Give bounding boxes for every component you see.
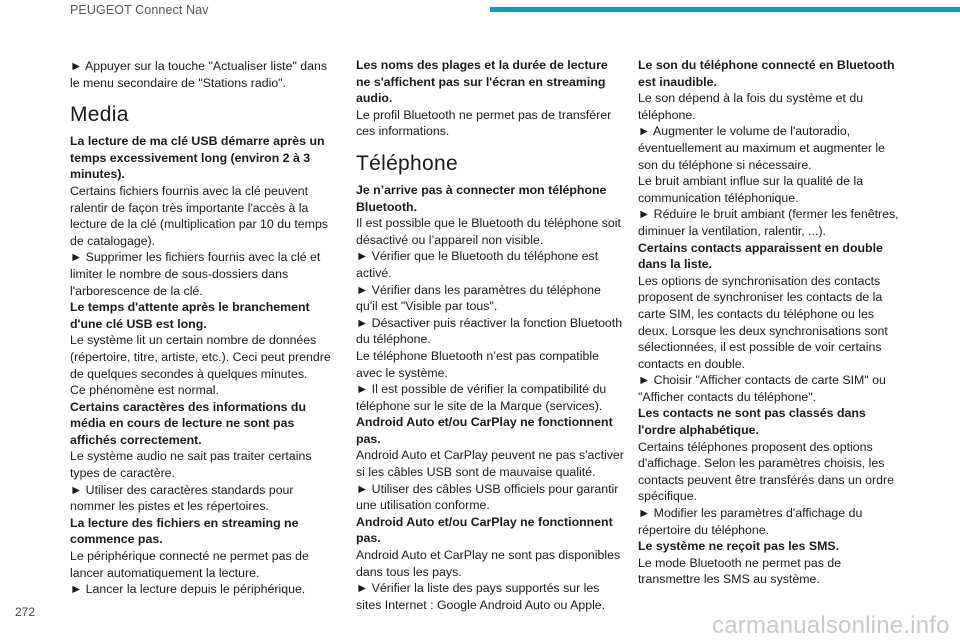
body-text: Le mode Bluetooth ne permet pas de transmettre les SMS au système.: [638, 555, 842, 587]
column-3: [638, 57, 906, 588]
question-text: Certains caractères des informations du média en cours de lecture ne sont pas affichés correctement.: [70, 399, 306, 447]
page-number: 272: [15, 605, 36, 619]
action-bullet: ► Vérifier la liste des pays supportés sur les sites Internet : Google Android Auto ou Apple.: [356, 580, 624, 613]
action-bullet: ► Choisir "Afficher contacts de carte SIM" ou "Afficher contacts du téléphone".: [638, 372, 906, 405]
header-title: PEUGEOT Connect Nav: [70, 3, 209, 17]
body-text: Le système audio ne sait pas traiter certains types de caractère.: [70, 449, 312, 481]
action-bullet: ► Lancer la lecture depuis le périphérique.: [70, 581, 340, 598]
action-bullet: ► Augmenter le volume de l'autoradio, éventuellement au maximum et augmenter le son du téléphone si nécessaire.: [638, 123, 906, 173]
action-bullet: ► Réduire le bruit ambiant (fermer les fenêtres, diminuer la ventilation, ralentir, ...).: [638, 206, 906, 239]
body-text: Ce phénomène est normal.: [70, 383, 219, 398]
body-text: Certains fichiers fournis avec la clé peuvent ralentir de façon très importante l'accès à la lecture de la clé (multiplication par 10 du temps de catalogage).: [70, 183, 328, 248]
column-1: [70, 58, 340, 598]
question-text: Les contacts ne sont pas classés dans l'ordre alphabétique.: [638, 406, 866, 438]
action-bullet: ► Utiliser des câbles USB officiels pour garantir une utilisation conforme.: [356, 481, 624, 514]
question-text: Certains contacts apparaissent en double dans la liste.: [638, 240, 883, 272]
body-text: Le son dépend à la fois du système et du téléphone.: [638, 91, 864, 122]
body-text: Il est possible que le Bluetooth du téléphone soit désactivé ou l’appareil non visible.: [356, 216, 621, 247]
body-text: Les options de synchronisation des contacts proposent de synchroniser les contacts de la carte SIM, les contacts du téléphone ou les deux. Lorsque les deux synchronisations sont sélectionnées, il est possible de voir certains contacts en double.: [638, 273, 888, 371]
question-text: Android Auto et/ou CarPlay ne fonctionnent pas.: [356, 514, 613, 546]
body-text: Certains téléphones proposent des options d'affichage. Selon les paramètres choisis, les contacts peuvent être transférés dans un ordre spécifique.: [638, 439, 894, 504]
column-2: [356, 57, 624, 613]
action-bullet: ► Désactiver puis réactiver la fonction Bluetooth du téléphone.: [356, 315, 624, 348]
question-text: La lecture des fichiers en streaming ne commence pas.: [70, 515, 299, 547]
body-text: Le téléphone Bluetooth n’est pas compatible avec le système.: [356, 348, 599, 380]
watermark: carmanualsonline.info: [712, 612, 950, 639]
question-text: Le système ne reçoit pas les SMS.: [638, 539, 840, 554]
action-bullet: ► Vérifier dans les paramètres du téléphone qu'il est "Visible par tous".: [356, 282, 624, 315]
question-text: Le son du téléphone connecté en Bluetooth est inaudible.: [638, 58, 895, 89]
body-text: Android Auto et CarPlay ne sont pas disponibles dans tous les pays.: [356, 548, 621, 579]
question-text: Les noms des plages et la durée de lecture ne s'affichent pas sur l'écran en streaming audio.: [356, 58, 608, 106]
action-bullet: ► Vérifier que le Bluetooth du téléphone est activé.: [356, 248, 624, 281]
body-text: Android Auto et CarPlay peuvent ne pas s'activer si les câbles USB sont de mauvaise qualité.: [356, 448, 624, 480]
question-text: Android Auto et/ou CarPlay ne fonctionnent pas.: [356, 415, 613, 446]
question-text: Le temps d'attente après le branchement d'une clé USB est long.: [70, 300, 310, 331]
header-accent-bar: [490, 7, 960, 12]
body-text: Le système lit un certain nombre de données (répertoire, titre, artiste, etc.). Ceci peut prendre de quelques secondes à quelques minutes.: [70, 333, 331, 381]
question-text: Je n’arrive pas à connecter mon téléphone Bluetooth.: [356, 182, 607, 214]
body-text: Le périphérique connecté ne permet pas de lancer automatiquement la lecture.: [70, 549, 309, 580]
question-text: La lecture de ma clé USB démarre après un temps excessivement long (environ 2 à 3 minutes).: [70, 134, 325, 182]
action-bullet: ► Modifier les paramètres d'affichage du répertoire du téléphone.: [638, 505, 906, 538]
body-text: Le profil Bluetooth ne permet pas de transférer ces informations.: [356, 107, 612, 139]
action-bullet: ► Supprimer les fichiers fournis avec la clé et limiter le nombre de sous-dossiers dans l'arborescence de la clé.: [70, 249, 340, 299]
action-bullet: ► Il est possible de vérifier la compatibilité du téléphone sur le site de la Marque (services).: [356, 381, 624, 414]
section-heading: Media: [70, 103, 129, 127]
body-text: Le bruit ambiant influe sur la qualité de la communication téléphonique.: [638, 174, 864, 205]
action-bullet: ► Appuyer sur la touche "Actualiser liste" dans le menu secondaire de "Stations radio".: [70, 58, 340, 91]
action-bullet: ► Utiliser des caractères standards pour nommer les pistes et les répertoires.: [70, 482, 340, 515]
section-heading: Téléphone: [356, 151, 458, 175]
